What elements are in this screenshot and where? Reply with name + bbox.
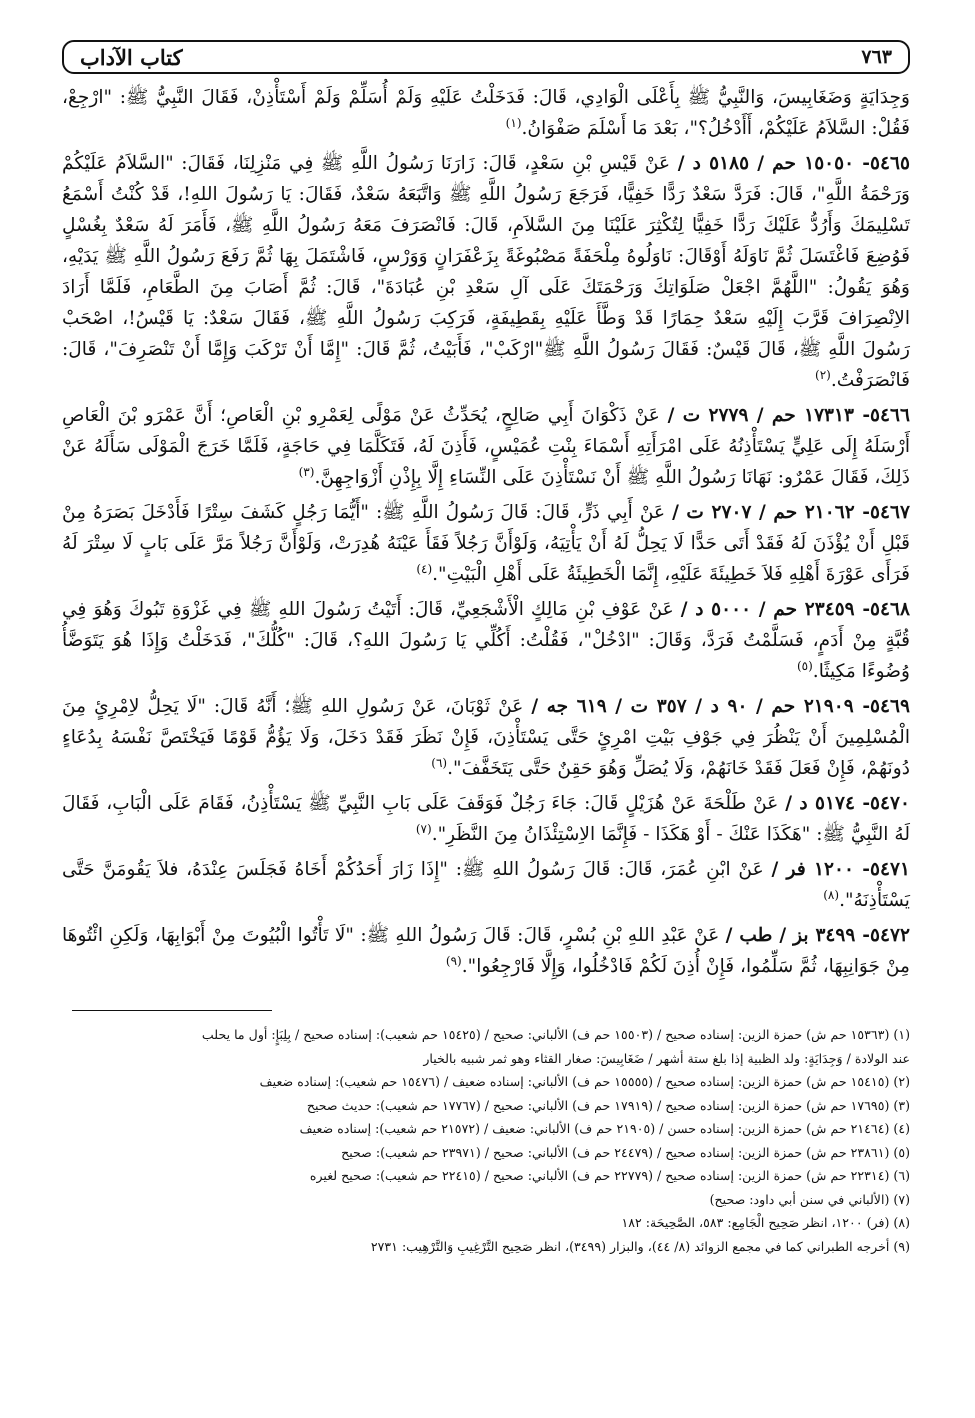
hadith-entry [62,400,910,493]
hadith-entry [62,497,910,590]
hadith-number: ٥٤٦٥- ١٥٠٥٠ حم / ٥١٨٥ د / [677,153,910,174]
hadith-text: وَجِدَايَةٍ وَضَغَابِيسَ، وَالنَّبِيُّ ﷺ بِأَعْلَى الْوَادِي، قَالَ: فَدَخَلْتُ عَلَيْهِ وَلَمْ أُسَلِّمْ وَلَمْ أَسْتَأْذِنْ، فَقَالَ النَّبِيُّ ﷺ: "ارْجِعْ، فَقُلْ: السَّلاَمُ عَلَيْكُمْ، أَأَدْخُلُ؟"، بَعْدَ مَا أَسْلَمَ صَفْوَانُ. [62,87,910,139]
hadith-text: عَنْ ذَكْوَانَ أَبِي صَالِحٍ، يُحَدِّثُ عَنْ مَوْلًى لِعَمْرِو بْنِ الْعَاصِ؛ أَنَّ عَمْرَو بْنَ الْعَاصِ أَرْسَلَهُ إِلَى عَلِيٍّ يَسْتَأْذِنُهُ عَلَى امْرَأَتِهِ أَسْمَاءَ بِنْتِ عُمَيْسٍ، فَأَذِنَ لَهُ، فَتَكَلَّمَا فِي حَاجَةٍ، فَلَمَّا خَرَجَ الْمَوْلَى سَأَلَهُ عَنْ ذَلِكَ، فَقَالَ عَمْرٌو: نَهَانَا رَسُولُ اللَّهِ ﷺ أَنْ نَسْتَأْذِنَ عَلَى النِّسَاءِ إِلَّا بِإِذْنِ أَزْوَاجِهِنَّ. [62,405,910,488]
hadith-text: عَنْ طَلْحَةَ عَنْ هُزَيْلٍ قَالَ: جَاءَ رَجُلٌ فَوَقَفَ عَلَى بَابِ النَّبِيِّ ﷺ يَسْتَأْذِنُ، فَقَامَ عَلَى الْبَابِ، فَقَالَ لَهُ النَّبِيُّ ﷺ: "هَكَذَا عَنْكَ - أَوْ هَكَذَا - فَإِنَّمَا الاِسْتِئْذَانُ مِنَ النَّظَرِ". [62,793,910,845]
hadith-entry [62,788,910,850]
footnote-divider [72,1010,272,1011]
hadith-entry [62,854,910,916]
page [62,40,910,1400]
footnote-line: (٢) (١٥٤١٥ حم ش) حمزة الزين: إسناده صحيح / (١٥٥٥٥ حم ف) الألباني: إسناده ضعيف / (١٥٤٧٦ حم شعيب): إسناده ضعيف [259,1074,910,1089]
footnote-line: (٨) (فر) ١٢٠٠، انظر صَحِيح الْجَامِع: ٥٨٣، الصَّحِيحَة: ١٨٢ [621,1215,910,1230]
hadith-entry [62,148,910,396]
hadith-text: عَنْ ثَوْبَانَ، عَنْ رَسُولِ اللهِ ﷺ؛ أَنَّهُ قَالَ: "لَا يَحِلُّ لاِمْرِئٍ مِنَ الْمُسْلِمِينَ أَنْ يَنْظُرَ فِي جَوْفِ بَيْتِ امْرِئٍ حَتَّى يَسْتَأْذِنَ، فَإِنْ نَظَرَ فَقَدْ دَخَلَ، وَلَا يَؤُمُّ قَوْمًا فَيَخْتَصَّ نَفْسَهُ بِدُعَاءٍ دُونَهُمْ، فَإِنْ فَعَلَ فَقَدْ خَانَهُمْ، وَلَا يُصَلِّ وَهُوَ حَقِنٌ حَتَّى يَتَخَفَّفَ". [62,696,910,779]
footnote-line: (٥) (٢٣٨٦١ حم ش) حمزة الزين: إسناده صحيح / (٢٤٤٧٩ حم ف) الألباني: صحيح / (٢٣٩٧١ حم شعيب): صحيح [341,1144,910,1160]
footnote-mark: (٧) [415,821,432,836]
hadith-text: عَنْ ابْنِ عُمَرَ، قَالَ: قَالَ رَسُولُ اللهِ ﷺ: "إِذَا زَارَ أَحَدُكُمْ أَخَاهُ فَجَلَسَ عِنْدَهُ، فلاَ يَقُومَنَّ حَتَّى يَسْتَأْذِنَهُ". [62,859,910,911]
hadith-number: ٥٤٧٠- ٥١٧٤ د / [785,793,910,814]
hadith-entry [62,691,910,784]
hadith-text: عَنْ قَيْسِ بْنِ سَعْدٍ، قَالَ: زَارَنَا رَسُولُ اللَّهِ ﷺ فِي مَنْزِلِنَا، فَقَالَ: "السَّلاَمُ عَلَيْكُمْ وَرَحْمَةُ اللَّهِ"، قَالَ: فَرَدَّ سَعْدٌ رَدًّا خَفِيًّا، فَرَجَعَ رَسُولُ اللَّهِ ﷺ وَاتَّبَعَهُ سَعْدٌ، فَقَالَ: يَا رَسُولَ اللهِ!، قَدْ كُنْتُ أَسْمَعُ تَسْلِيمَكَ وَأَرُدُّ عَلَيْكَ رَدًّا خَفِيًّا لِتُكْثِرَ عَلَيْنَا مِنَ السَّلاَمِ، قَالَ: فَانْصَرَفَ مَعَهُ رَسُولُ اللَّهِ ﷺ، فَأَمَرَ لَهُ سَعْدٌ بِغُسْلٍ فَوُضِعَ فَاغْتَسَلَ ثُمَّ نَاوَلَهُ أَوْقَالَ: نَاوَلُوهُ مِلْحَفَةً مَصْبُوغَةً بِزَعْفَرَانٍ وَوَرْسٍ، فَاشْتَمَلَ بِهَا ثُمَّ رَفَعَ رَسُولُ اللَّهِ ﷺ يَدَيْهِ، وَهُوَ يَقُولُ: "اللَّهُمَّ اجْعَلْ صَلَوَاتِكَ وَرَحْمَتَكَ عَلَى آلِ سَعْدِ بْنِ عُبَادَةَ"، قَالَ: ثُمَّ أَصَابَ مِنَ الطَّعَامِ، فَلَمَّا أَرَادَ الاِنْصِرَافَ قَرَّبَ إِلَيْهِ سَعْدٌ حِمَارًا قَدْ وَطَّأَ عَلَيْهِ بِقَطِيفَةٍ، فَرَكِبَ رَسُولُ اللَّهِ ﷺ، فَقَالَ سَعْدٌ: يَا قَيْسُ!، اصْحَبْ رَسُولَ اللَّهِ ﷺ، قَالَ قَيْسٌ: فَقَالَ رَسُولُ اللَّهِ ﷺ"ارْكَبْ"، فَأَبَيْتُ، ثُمَّ قَالَ: "إِمَّا أَنْ تَرْكَبَ وَإِمَّا أَنْ تَنْصَرِفَ"، قَالَ: فَانْصَرَفْتُ. [62,153,910,391]
hadith-number: ٥٤٦٩- ٢١٩٠٩ حم / ٩٠ د / ٣٥٧ ت / ٦١٩ جه / [531,696,910,717]
footnote-line: (٦) (٢٢٣١٤ حم ش) حمزة الزين: إسناده صحيح / (٢٢٧٧٩ حم ف) الألباني: صحيح / (٢٢٤١٥ حم شعيب): صحيح لغيره [309,1168,910,1183]
hadith-text: عَنْ عَبْدِ اللهِ بْنِ بُسْرٍ، قَالَ: قَالَ رَسُولُ اللهِ ﷺ: "لَا تَأْتُوا الْبُيُوتَ مِنْ أَبْوَابِهَا، وَلَكِنِ ائْتُوهَا مِنْ جَوَانِبِهَا، ثُمَّ سَلِّمُوا، فَإِنْ أُذِنَ لَكُمْ فَادْخُلُوا، وَإِلَّا فَارْجِعُوا". [62,925,910,977]
hadith-text: عَنْ أَبِي ذَرٍّ، قَالَ: قَالَ رَسُولُ اللَّهِ ﷺ: "أَيُّمَا رَجُلٍ كَشَفَ سِتْرًا فَأَدْخَلَ بَصَرَهُ مِنْ قَبْلِ أَنْ يُؤْذَنَ لَهُ فَقَدْ أَتَى حَدًّا لَا يَحِلُّ لَهُ أَنْ يَأْتِيَهُ، وَلَوْأَنَّ رَجُلاً فَقَأَ عَيْنَهُ هُدِرَتْ، وَلَوْأَنَّ رَجُلاً مَرَّ عَلَى بَابٍ لَا سِتْرَ لَهُ فَرَأَى عَوْرَةَ أَهْلِهِ فَلاَ خَطِيئَةَ عَلَيْهِ، إِنَّمَا الْخَطِيئَةُ عَلَى أَهْلِ الْبَيْتِ". [62,502,910,585]
hadith-number: ٥٤٦٦- ١٧٣١٣ حم / ٢٧٧٩ ت / [667,405,910,426]
page-number: ٧٦٣ [861,46,892,68]
footnote-mark: (٤) [416,561,433,576]
hadith-number: ٥٤٦٧- ٢١٠٦٢ حم / ٢٧٠٧ ت / [672,502,910,523]
hadith-number: ٥٤٦٨- ٢٣٤٥٩ حم / ٥٠٠٠ د / [680,599,910,620]
footnote-line: (٩) أخرجه الطبراني كما في مجمع الزوائد (٨/ ٤٤)، والبزار (٣٤٩٩)، انظر صَحِيح التَّرْغِيبِ وَالتَّرْهِيب: ٢٧٣١ [370,1238,910,1254]
footnote-mark: (٥) [796,658,813,673]
hadith-entry [62,920,910,982]
main-text [62,82,910,982]
footnote-mark: (٨) [823,887,840,902]
footnote-line: (٣) (١٧٦٩٥ حم ش) حمزة الزين: إسناده صحيح / (١٧٩١٩ حم ف) الألباني: صحيح / (١٧٧٦٧ حم شعيب): حديث صحيح [306,1097,910,1113]
hadith-number: ٥٤٧١- ١٢٠٠ فر / [771,859,910,880]
footnote-line: عند الولادة / وَجِدَايَةٍ: ولد الظبية إذا بلغ ستة أشهر / ضَغَابِيسَ: صغار القثاء وهو ثمر شبيه بالخيار [423,1050,910,1066]
footnote-line: (٧) (الألباني في سنن أبي داود: صحيح) [709,1191,910,1207]
footnotes [62,1023,910,1258]
footnote-line: (١) (١٥٣٦٣ حم ش) حمزة الزين: إسناده صحيح / (١٥٥٠٣ حم ف) الألباني: صحيح / (١٥٤٢٥ حم شعيب): إسناده صحيح / بِلِبَإٍ: أول ما يحلب [201,1027,910,1042]
hadith-entry [62,594,910,687]
book-title: كتاب الآداب [80,44,183,70]
footnote-mark: (٢) [815,367,831,382]
footnote-mark: (١) [505,115,522,130]
footnote-mark: (٦) [431,755,448,770]
footnote-mark: (٣) [298,464,315,479]
hadith-entry [62,82,910,144]
page-header [62,40,910,74]
hadith-number: ٥٤٧٢- ٣٤٩٩ بز / طب / [725,925,910,946]
footnote-mark: (٩) [445,953,462,968]
footnote-line: (٤) (٢١٤٦٤ حم ش) حمزة الزين: إسناده حسن / (٢١٩٠٥ حم ف) الألباني: ضعيف / (٢١٥٧٢ حم شعيب): إسناده ضعيف [299,1121,910,1136]
hadith-text: عَنْ عَوْفِ بْنِ مَالِكٍ الْأَشْجَعِيِّ، قَالَ: أَتَيْتُ رَسُولَ اللهِ ﷺ فِي غَزْوَةِ تَبُوكَ وَهُوَ فِي قُبَّةٍ مِنْ أَدَمٍ، فَسَلَّمْتُ فَرَدَّ، وَقَالَ: "ادْخُلْ"، فَقُلْتُ: أَكُلِّي يَا رَسُولَ اللهِ؟، قَالَ: "كُلُّكَ"، فَدَخَلْتُ وَإِذَا هُوَ يَتَوَضَّأُ وُضُوءًا مَكِيثًا. [62,599,910,682]
